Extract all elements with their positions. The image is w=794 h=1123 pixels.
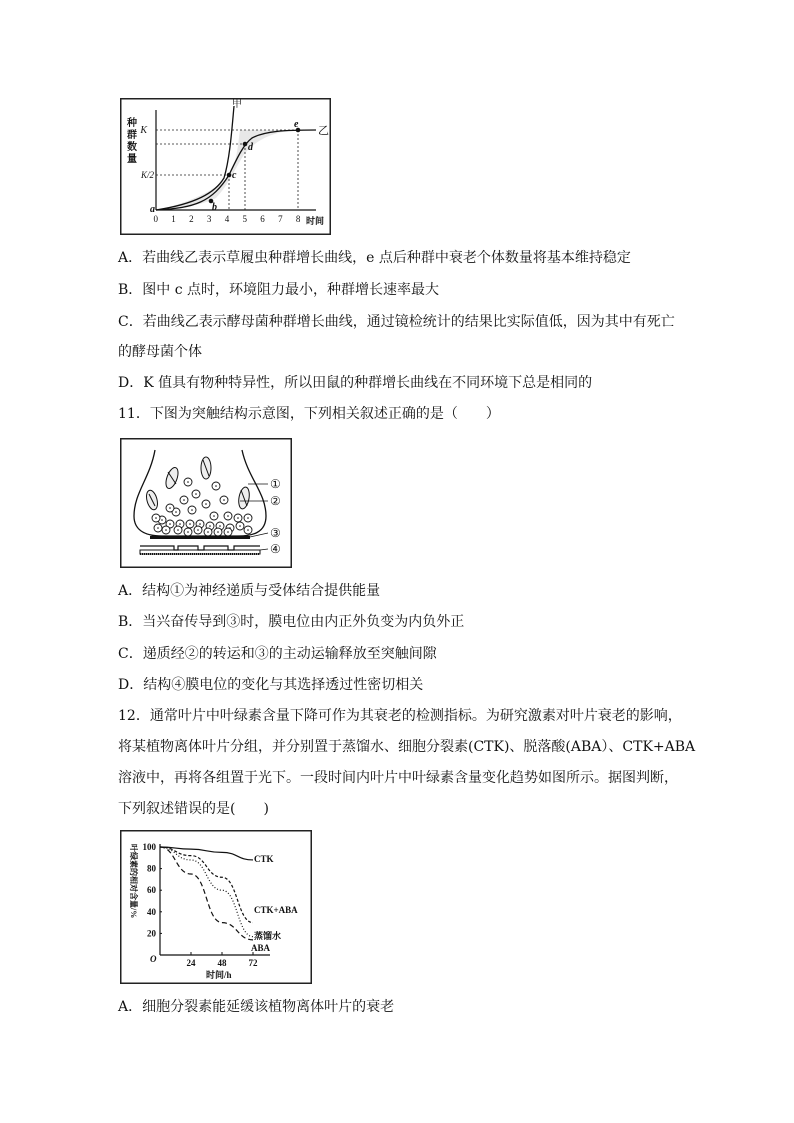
y-axis-label	[126, 116, 137, 165]
presynaptic-membrane	[150, 536, 250, 539]
vesicle-core	[205, 503, 207, 505]
x-tick-label: 72	[248, 958, 258, 968]
vesicle-core	[209, 525, 211, 527]
series-label: ABA	[251, 943, 271, 953]
k2-label: K/2	[140, 170, 154, 180]
vesicle-core	[217, 531, 219, 533]
vesicle-core	[169, 507, 171, 509]
vesicle-core	[213, 515, 215, 517]
vesicle-core	[155, 517, 157, 519]
y-axis-char: 数	[127, 142, 137, 153]
label-4: ④	[270, 542, 281, 556]
chlorophyll-chart	[120, 830, 312, 984]
vesicle-core	[247, 517, 249, 519]
x-tick-label: 48	[217, 958, 227, 968]
y-axis-char: 群	[127, 130, 137, 141]
q10-option-a: A．若曲线乙表示草履虫种群增长曲线，e 点后种群中衰老个体数量将基本维持稳定	[118, 250, 631, 266]
chlorophyll-chart-svg	[120, 830, 312, 984]
x-tick-label: 7	[278, 214, 283, 224]
vesicle-core	[195, 493, 197, 495]
vesicle-core	[227, 515, 229, 517]
point-c-marker	[227, 173, 232, 178]
synapse-svg	[120, 438, 292, 568]
vesicle-core	[177, 529, 179, 531]
vesicle-core	[187, 481, 189, 483]
x-tick-labels	[154, 214, 301, 224]
vesicle-core	[183, 499, 185, 501]
q11-option-a: A．结构①为神经递质与受体结合提供能量	[118, 583, 381, 599]
label-2: ②	[270, 494, 281, 508]
vesicle-core	[199, 523, 201, 525]
population-growth-figure	[120, 98, 331, 235]
q10-option-c: C．若曲线乙表示酵母菌种群增长曲线，通过镜检统计的结果比实际值低，因为其中有死亡	[118, 314, 675, 330]
vesicle-core	[227, 531, 229, 533]
point-b-label: b	[212, 202, 217, 213]
x-tick-label: 24	[186, 958, 196, 968]
vesicle-core	[165, 529, 167, 531]
x-tick-label: 8	[295, 214, 301, 224]
q10-option-b: B．图中 c 点时，环境阻力最小，种群增长速率最大	[118, 282, 440, 298]
y-tick-label: 40	[147, 906, 156, 917]
x-axis-label: 时间	[306, 216, 325, 226]
k-label: K	[140, 125, 147, 136]
vesicle-core	[219, 525, 221, 527]
vesicle-core	[223, 499, 225, 501]
synapse-figure	[120, 438, 292, 568]
x-tick-label: 0	[153, 214, 158, 224]
x-tick-label: 2	[189, 214, 194, 224]
q11-option-c: C．递质经②的转运和③的主动运输释放至突触间隙	[118, 646, 437, 662]
vesicle-core	[239, 525, 241, 527]
point-a-label: a	[150, 204, 155, 215]
point-d-marker	[243, 142, 248, 147]
label-3: ③	[270, 526, 281, 540]
series-label: CTK+ABA	[254, 905, 298, 915]
vesicle-core	[215, 485, 217, 487]
y-axis-char: 种	[127, 118, 137, 129]
q10-option-c-cont: 的酵母菌个体	[118, 344, 202, 360]
q12-stem-line-4: 下列叙述错误的是( )	[118, 801, 269, 817]
chart-origin: O	[150, 954, 157, 964]
vesicle-core	[189, 523, 191, 525]
q11-option-b: B．当兴奋传导到③时，膜电位由内正外负变为内负外正	[118, 614, 465, 630]
point-e-label: e	[294, 119, 299, 130]
x-tick-label: 5	[242, 214, 247, 224]
x-tick-label: 1	[171, 214, 176, 224]
vesicle-core	[237, 517, 239, 519]
vesicle-core	[187, 531, 189, 533]
x-tick-label: 4	[224, 214, 230, 224]
q12-stem-line-1: 12．通常叶片中叶绿素含量下降可作为其衰老的检测指标。为研究激素对叶片衰老的影响，	[118, 708, 682, 724]
vesicle-core	[157, 527, 159, 529]
chart-x-label: 时间/h	[206, 970, 232, 980]
q12-stem-line-2: 将某植物离体叶片分组，并分别置于蒸馏水、细胞分裂素(CTK)、脱落酸(ABA）、CTK+ABA	[118, 739, 696, 755]
vesicle-core	[169, 523, 171, 525]
vesicle-core	[247, 529, 249, 531]
series-label: CTK	[254, 854, 274, 864]
population-growth-svg	[120, 98, 331, 235]
point-c-label: c	[232, 170, 237, 181]
x-tick-label: 3	[206, 214, 212, 224]
vesicle-core	[179, 523, 181, 525]
vesicle-core	[175, 511, 177, 513]
vesicle-core	[191, 509, 193, 511]
y-axis-char: 量	[127, 154, 137, 165]
vesicle-core	[197, 529, 199, 531]
vesicle-core	[207, 531, 209, 533]
vesicle-core	[161, 519, 163, 521]
q12-option-a: A．细胞分裂素能延缓该植物离体叶片的衰老	[118, 999, 395, 1015]
point-d-label: d	[248, 142, 253, 153]
y-tick-label: 20	[147, 928, 156, 939]
series-label: 蒸馏水	[254, 931, 282, 941]
label-1: ①	[270, 477, 281, 491]
curve-jia-label: 甲	[232, 99, 242, 110]
q12-stem-line-3: 溶液中，再将各组置于光下。一段时间内叶片中叶绿素含量变化趋势如图所示。据图判断，	[118, 770, 678, 786]
q10-option-d: D．K 值具有物种特异性，所以田鼠的种群增长曲线在不同环境下总是相同的	[118, 375, 593, 391]
q11-stem: 11．下图为突触结构示意图，下列相关叙述正确的是（ ）	[118, 406, 500, 422]
y-tick-label: 100	[142, 842, 156, 852]
curve-yi-label: 乙	[318, 125, 329, 137]
chart-y-label: 叶绿素的相对含量/%	[129, 844, 138, 919]
y-tick-label: 80	[147, 863, 156, 874]
x-tick-label: 6	[260, 214, 265, 224]
y-tick-label: 60	[147, 885, 156, 896]
q11-option-d: D．结构④膜电位的变化与其选择透过性密切相关	[118, 677, 424, 693]
